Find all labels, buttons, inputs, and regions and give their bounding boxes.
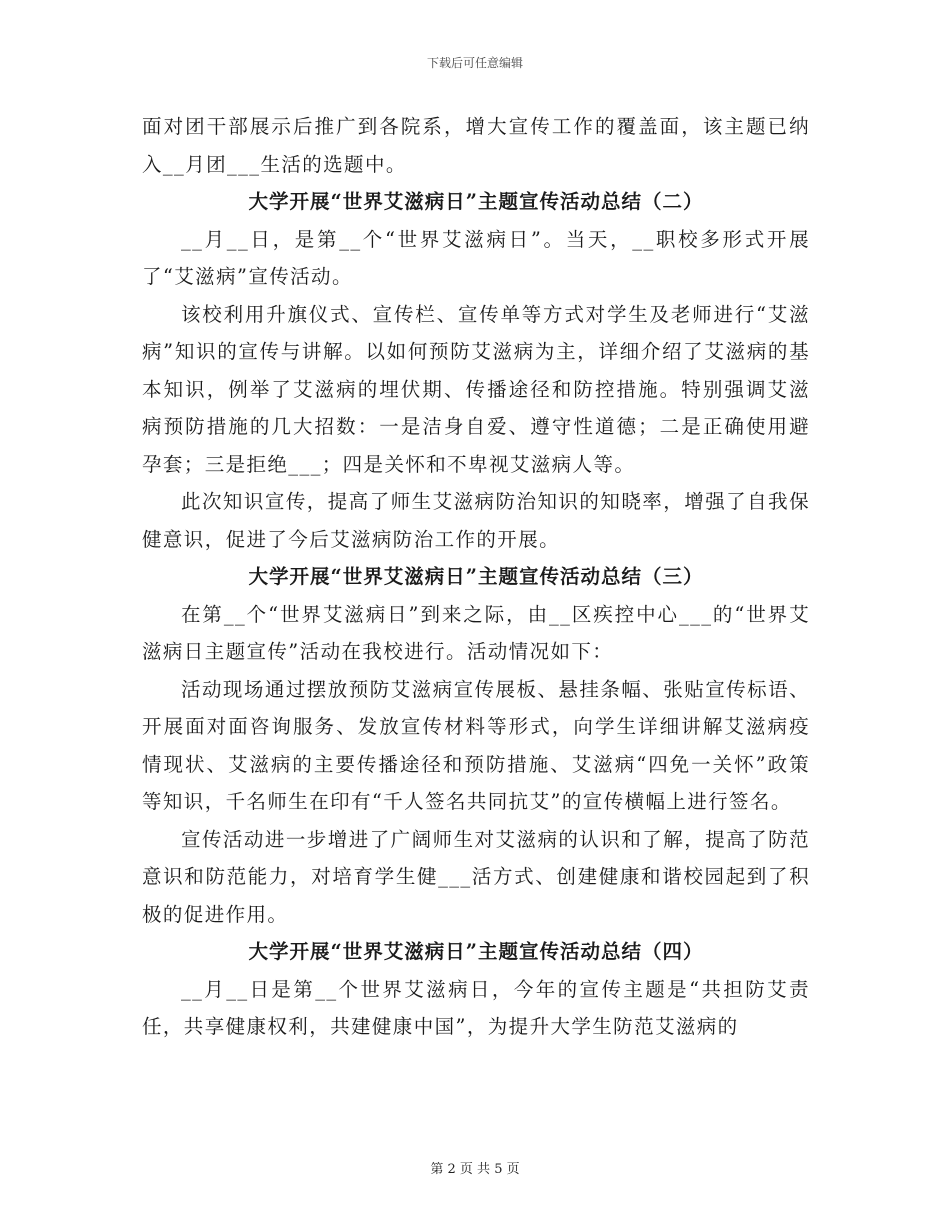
paragraph: 在第__个“世界艾滋病日”到来之际，由__区疾控中心___的“世界艾滋病日主题宣传”活动在我校进行。活动情况如下：: [142, 602, 810, 663]
section-title-3: 大学开展“世界艾滋病日”主题宣传活动总结（三）: [248, 565, 704, 588]
paragraph: __月__日是第__个世界艾滋病日，今年的宣传主题是“共担防艾责任，共享健康权利，共建健康中国”，为提升大学生防范艾滋病的: [142, 977, 810, 1038]
paragraph-continuation: 面对团干部展示后推广到各院系，增大宣传工作的覆盖面，该主题已纳入__月团___生活的选题中。: [142, 115, 810, 176]
page-number: 第 2 页 共 5 页: [430, 1162, 520, 1177]
section-title-4: 大学开展“世界艾滋病日”主题宣传活动总结（四）: [248, 940, 704, 963]
paragraph: 宣传活动进一步增进了广阔师生对艾滋病的认识和了解，提高了防范意识和防范能力，对培育学生健___活方式、创建健康和谐校园起到了积极的促进作用。: [142, 827, 810, 926]
section-title-2: 大学开展“世界艾滋病日”主题宣传活动总结（二）: [248, 190, 704, 213]
paragraph: 此次知识宣传，提高了师生艾滋病防治知识的知晓率，增强了自我保健意识，促进了今后艾滋病防治工作的开展。: [142, 490, 810, 551]
document-body: [142, 108, 810, 1046]
page-header-note: 下载后可任意编辑: [426, 56, 523, 70]
paragraph: __月__日，是第__个“世界艾滋病日”。当天，__职校多形式开展了“艾滋病”宣传活动。: [142, 227, 810, 288]
paragraph: 活动现场通过摆放预防艾滋病宣传展板、悬挂条幅、张贴宣传标语、开展面对面咨询服务、发放宣传材料等形式，向学生详细讲解艾滋病疫情现状、艾滋病的主要传播途径和预防措施、艾滋病“四免一关怀”政策等知识，千名师生在印有“千人签名共同抗艾”的宣传横幅上进行签名。: [142, 677, 810, 813]
paragraph: 该校利用升旗仪式、宣传栏、宣传单等方式对学生及老师进行“艾滋病”知识的宣传与讲解。以如何预防艾滋病为主，详细介绍了艾滋病的基本知识，例举了艾滋病的埋伏期、传播途径和防控措施。特别强调艾滋病预防措施的几大招数：一是洁身自爱、遵守性道德；二是正确使用避孕套；三是拒绝___；四是关怀和不卑视艾滋病人等。: [142, 302, 810, 476]
